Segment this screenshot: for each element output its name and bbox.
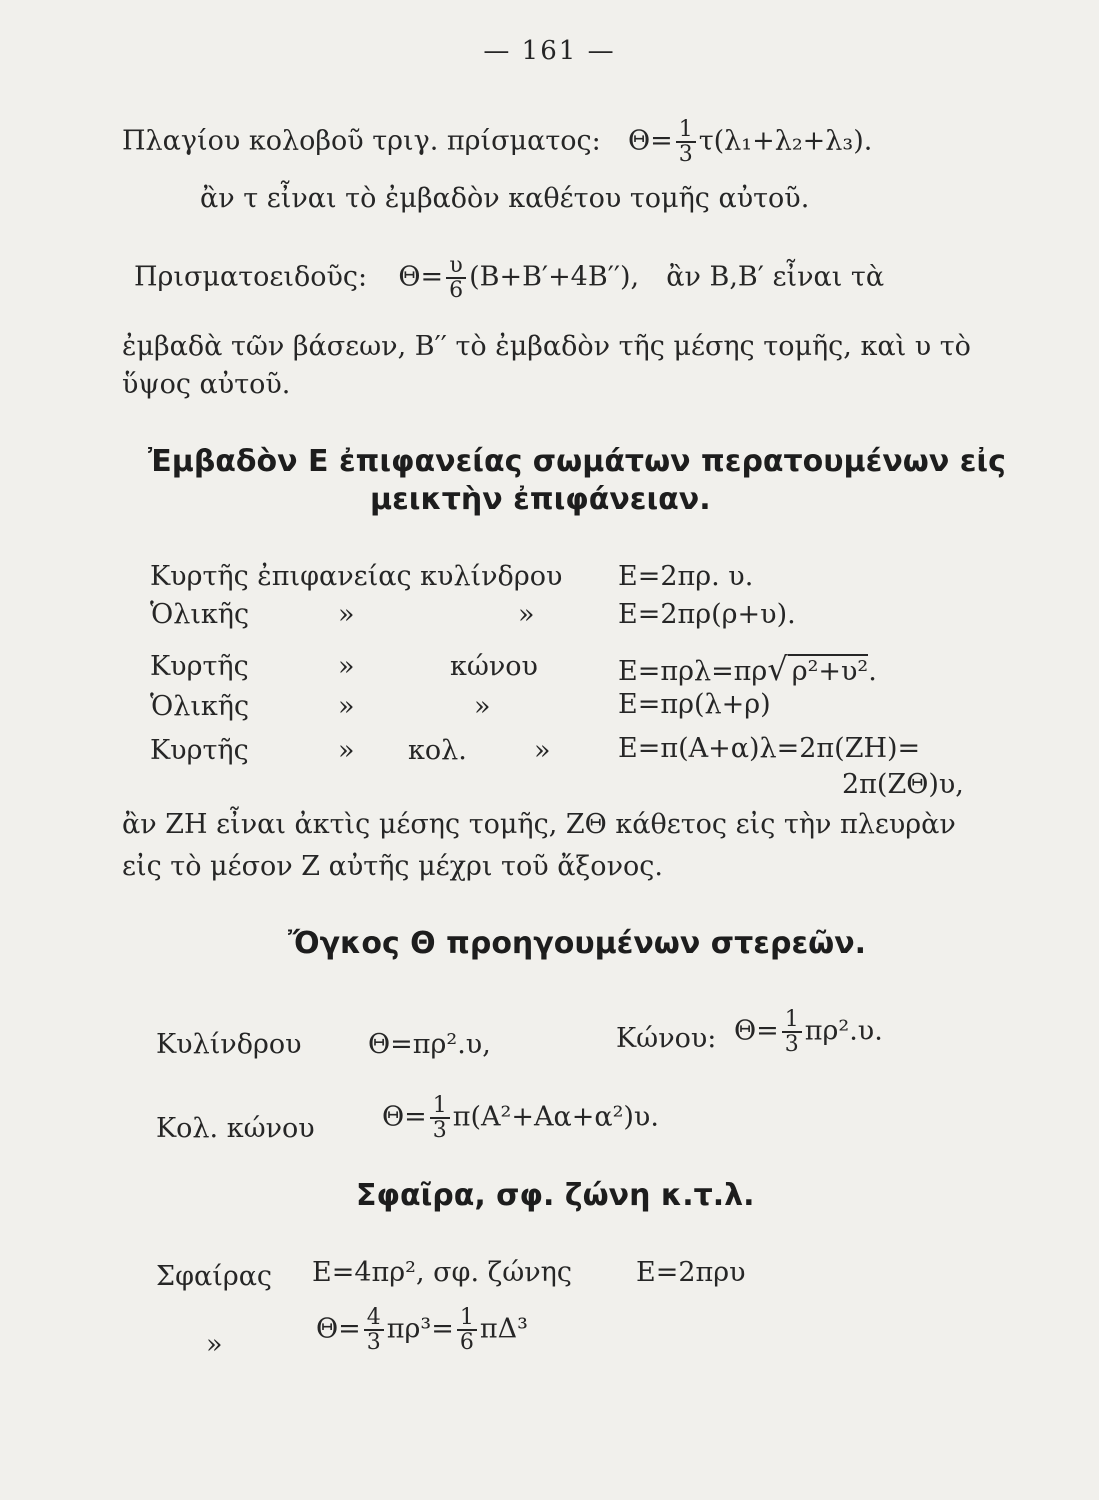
radical-sign: √ <box>767 650 788 688</box>
frustum-volume-formula <box>382 1094 659 1142</box>
formula: Ε=2πρ. υ. <box>618 561 754 592</box>
fraction-denominator: 3 <box>784 1032 799 1058</box>
fraction-numerator: 1 <box>676 118 696 143</box>
line-tail: ἂν Β,Β′ εἶναι τὰ <box>666 261 885 293</box>
formula-lhs: Θ= <box>382 1101 427 1133</box>
ditto-mark: » <box>338 599 355 630</box>
text-line: ὕψος αὐτοῦ. <box>122 369 291 400</box>
radicand: ρ²+υ² <box>788 654 869 687</box>
formula-rhs: πΔ³ <box>479 1313 528 1345</box>
fraction-denominator: 6 <box>449 278 464 304</box>
fraction-numerator: 4 <box>364 1306 384 1331</box>
formula-row <box>150 562 562 592</box>
page-number: — 161 — <box>483 36 616 66</box>
section-heading-surface-area-cont: μεικτὴν ἐπιφάνειαν. <box>370 482 711 517</box>
oblique-prism-volume-line <box>122 118 872 166</box>
ditto-mark: » <box>474 691 491 722</box>
fraction <box>676 118 696 166</box>
fraction <box>364 1306 384 1354</box>
row-label: Κυρτῆς ἐπιφανείας κυλίνδρου <box>150 561 563 592</box>
ditto-mark: » <box>338 735 355 766</box>
formula: Ε=π(Α+α)λ=2π(ΖΗ)= <box>618 733 921 764</box>
sphere-volume-formula <box>316 1306 528 1354</box>
formula-continuation: 2π(ΖΘ)υ, <box>842 769 964 800</box>
formula-text: Ε=πρλ=πρ <box>618 656 768 687</box>
formula: Ε=2πρυ <box>636 1257 746 1288</box>
formula-lhs: Θ= <box>316 1313 361 1345</box>
formula-rhs: τ(λ₁+λ₂+λ₃). <box>698 125 873 157</box>
fraction-numerator: 1 <box>457 1306 477 1331</box>
text-line: ἂν ΖΗ εἶναι ἀκτὶς μέσης τομῆς, ΖΘ κάθετος εἰς τὴν πλευρὰν <box>122 809 956 840</box>
fraction-denominator: 6 <box>459 1330 474 1356</box>
formula-rhs: πρ².υ. <box>804 1015 883 1047</box>
text-line: εἰς τὸ μέσον Ζ αὐτῆς μέχρι τοῦ ἄξονος. <box>122 851 663 882</box>
fraction-denominator: 3 <box>678 142 693 168</box>
section-heading-sphere: Σφαῖρα, σφ. ζώνη κ.τ.λ. <box>356 1178 755 1213</box>
row-label: Κυρτῆς <box>150 735 249 766</box>
row-label: Ὁλικῆς <box>150 599 250 630</box>
ditto-mark: » <box>338 691 355 722</box>
text-line: ἂν τ εἶναι τὸ ἐμβαδὸν καθέτου τομῆς αὐτοῦ. <box>200 183 810 214</box>
row-label: Ὁλικῆς <box>150 691 250 722</box>
row-label: Σφαίρας <box>156 1261 273 1292</box>
formula-lhs: Θ= <box>734 1015 779 1047</box>
fraction <box>446 254 466 302</box>
section-heading-surface-area: Ἐμβαδὸν Ε ἐπιφανείας σωμάτων περατουμένων εἰς <box>148 444 1006 479</box>
row-label: κολ. <box>408 735 467 766</box>
fraction <box>430 1094 450 1142</box>
formula-lhs: Θ= <box>627 125 673 157</box>
ditto-mark: » <box>206 1329 223 1360</box>
fraction <box>782 1008 802 1056</box>
fraction-numerator: υ <box>446 254 465 279</box>
cone-volume-formula <box>734 1008 883 1056</box>
formula-mid: πρ³= <box>386 1313 454 1345</box>
row-label: Κυλίνδρου <box>156 1029 302 1060</box>
formula: Ε=πρ(λ+ρ) <box>618 689 771 720</box>
text-line: ἐμβαδὰ τῶν βάσεων, Β′′ τὸ ἐμβαδὸν τῆς μέσης τομῆς, καὶ υ τὸ <box>122 331 971 362</box>
row-label: κώνου <box>450 651 538 682</box>
ditto-mark: » <box>534 735 551 766</box>
fraction-denominator: 3 <box>366 1330 381 1356</box>
ditto-mark: » <box>518 599 535 630</box>
formula-rhs: π(Α²+Αα+α²)υ. <box>452 1101 659 1133</box>
formula-rhs: (Β+Β′+4Β′′), <box>469 261 640 293</box>
formula-lhs: Θ= <box>398 261 444 293</box>
row-label: Κώνου: <box>616 1023 717 1054</box>
row-label: Κολ. κώνου <box>156 1113 315 1144</box>
line-label: Πλαγίου κολοβοῦ τριγ. πρίσματος: <box>122 125 601 157</box>
row-label: Κυρτῆς <box>150 651 249 682</box>
line-label: Πρισματοειδοῦς: <box>134 261 368 293</box>
formula <box>618 652 877 687</box>
formula: Θ=πρ².υ, <box>368 1029 491 1060</box>
section-heading-volume: Ὄγκος Θ προηγουμένων στερεῶν. <box>288 926 867 961</box>
fraction-denominator: 3 <box>432 1118 447 1144</box>
formula-end: . <box>868 656 877 687</box>
fraction-numerator: 1 <box>430 1094 450 1119</box>
ditto-mark: » <box>338 651 355 682</box>
formula: Ε=4πρ², σφ. ζώνης <box>312 1257 572 1288</box>
fraction <box>457 1306 477 1354</box>
prismatoid-volume-line <box>134 254 884 302</box>
formula: Ε=2πρ(ρ+υ). <box>618 599 796 630</box>
fraction-numerator: 1 <box>782 1008 802 1033</box>
